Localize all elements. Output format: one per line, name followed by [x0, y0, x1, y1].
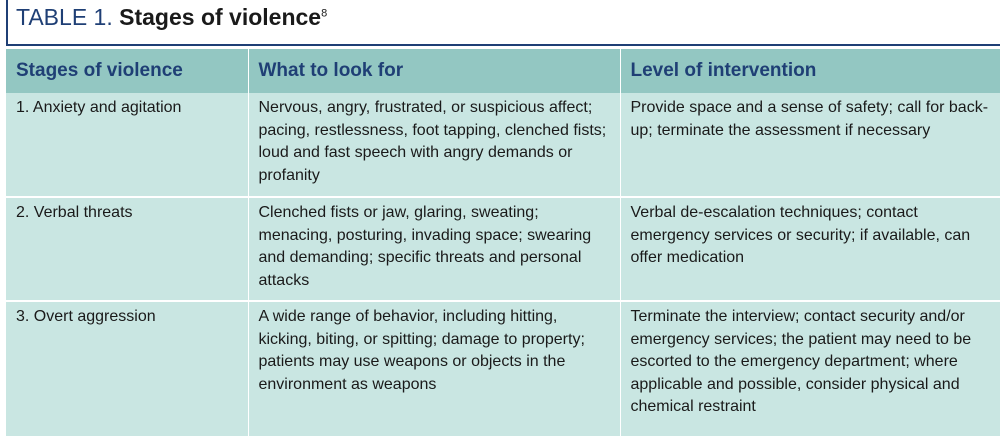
look-for-cell: Nervous, angry, frustrated, or suspicious affect; pacing, restlessness, foot tapping, clenched fists; loud and fast speech with angry demands or profanity	[248, 93, 620, 197]
look-for-cell: Clenched fists or jaw, glaring, sweating; menacing, posturing, invading space; swearing and demanding; specific threats and personal attacks	[248, 197, 620, 301]
table-title-text: Stages of violence	[119, 4, 322, 30]
intervention-cell: Verbal de-escalation techniques; contact emergency services or security; if available, can offer medication	[620, 197, 1000, 301]
table-title-bar	[6, 0, 1000, 46]
table-header-row	[6, 49, 1000, 93]
table-title	[16, 4, 327, 31]
column-header-stages: Stages of violence	[6, 49, 248, 93]
reference-superscript: 8	[321, 7, 328, 20]
table-row	[6, 93, 1000, 197]
stages-of-violence-table	[6, 49, 1000, 436]
table-row	[6, 301, 1000, 436]
stage-cell: 2. Verbal threats	[6, 197, 248, 301]
table-number-label: TABLE 1.	[16, 4, 113, 30]
intervention-cell: Terminate the interview; contact security and/or emergency services; the patient may need to be escorted to the emergency department; where applicable and possible, consider physical and chemical restraint	[620, 301, 1000, 436]
column-header-intervention: Level of intervention	[620, 49, 1000, 93]
intervention-cell: Provide space and a sense of safety; call for back-up; terminate the assessment if necessary	[620, 93, 1000, 197]
table-row	[6, 197, 1000, 301]
look-for-cell: A wide range of behavior, including hitting, kicking, biting, or spitting; damage to property; patients may use weapons or objects in the environment as weapons	[248, 301, 620, 436]
stage-cell: 3. Overt aggression	[6, 301, 248, 436]
stage-cell: 1. Anxiety and agitation	[6, 93, 248, 197]
column-header-look-for: What to look for	[248, 49, 620, 93]
